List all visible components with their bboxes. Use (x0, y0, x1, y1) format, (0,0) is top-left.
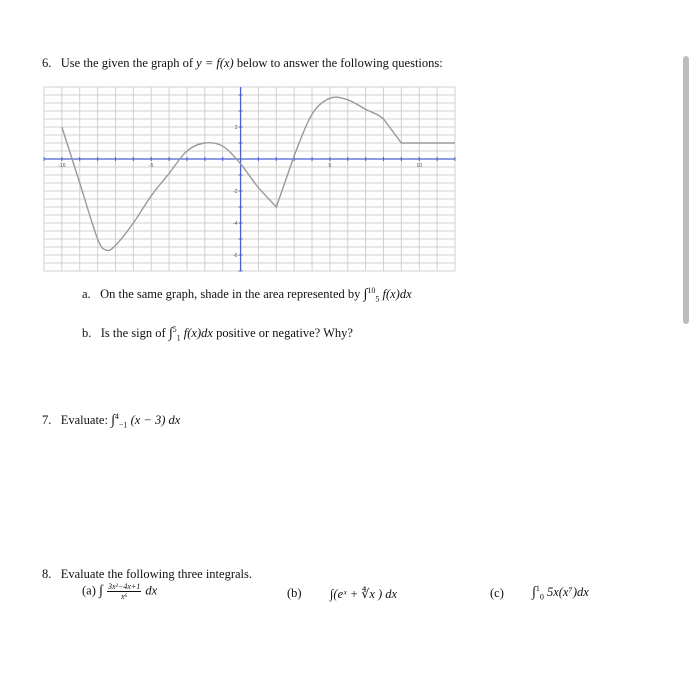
integrand: (x − 3) dx (130, 413, 181, 428)
upper-bound: 5 (172, 325, 177, 334)
integral-expression: ∫(eˣ + ∜x ) dx (330, 587, 398, 601)
question-text: Evaluate the following three integrals. (60, 567, 253, 581)
sub-text-2: positive or negative? Why? (216, 326, 353, 341)
lower-bound: 0 (539, 592, 544, 602)
question-8b-expression (330, 586, 397, 602)
question-text: Evaluate: (60, 413, 108, 428)
integral-sign: ∫ (363, 287, 368, 303)
upper-bound: 10 (367, 286, 376, 295)
denominator: x⁶ (120, 592, 128, 601)
fraction (107, 582, 141, 601)
sub-label: (b) (287, 586, 302, 600)
integrand: f(x)dx (183, 326, 213, 341)
question-number: 6. (42, 56, 52, 70)
question-text: Use the given the graph of (60, 56, 194, 70)
sub-label: a. (82, 287, 91, 302)
question-6a (82, 286, 412, 304)
sub-label: b. (82, 326, 92, 341)
question-7 (42, 412, 180, 430)
integral-sign: ∫ (99, 583, 103, 599)
question-8b-label (287, 586, 302, 601)
integral-sign: ∫ (532, 585, 536, 601)
lower-bound: 5 (375, 294, 380, 304)
y-tick-label: -6 (233, 253, 238, 259)
question-8c-expression (532, 584, 589, 602)
question-text-2: below to answer the following questions: (236, 56, 443, 70)
function-label: y = f(x) (196, 56, 234, 70)
x-tick-label: 5 (328, 163, 332, 169)
sub-text: On the same graph, shade in the area represented by (100, 287, 361, 302)
y-tick-label: -2 (233, 189, 238, 195)
upper-bound: 4 (114, 412, 119, 421)
question-number: 7. (42, 413, 52, 428)
scrollbar[interactable] (683, 56, 689, 324)
question-8 (42, 567, 252, 582)
integral-sign: ∫ (111, 413, 115, 429)
upper-bound: 1 (535, 584, 540, 593)
question-number: 8. (42, 567, 52, 581)
question-6b (82, 325, 353, 343)
x-tick-label: -10 (58, 163, 66, 169)
sub-label: (a) (82, 583, 96, 598)
x-tick-label: -5 (148, 163, 154, 169)
y-tick-label: -4 (233, 221, 238, 227)
lower-bound: −1 (118, 420, 128, 430)
integral-sign: ∫ (168, 326, 173, 342)
differential: dx (145, 583, 158, 598)
question-6-text (42, 56, 443, 71)
question-8c-label (490, 586, 504, 601)
lower-bound: 1 (176, 333, 181, 343)
sub-label: (c) (490, 586, 504, 600)
integrand: 5x(x⁷)dx (546, 585, 589, 600)
sub-text: Is the sign of (100, 326, 166, 341)
question-8a (82, 582, 157, 601)
y-tick-label: 2 (234, 125, 238, 131)
x-tick-label: 10 (416, 163, 423, 169)
integrand: f(x)dx (382, 287, 412, 302)
numerator: 3x²−4x+1 (107, 582, 141, 591)
function-graph (42, 85, 457, 273)
